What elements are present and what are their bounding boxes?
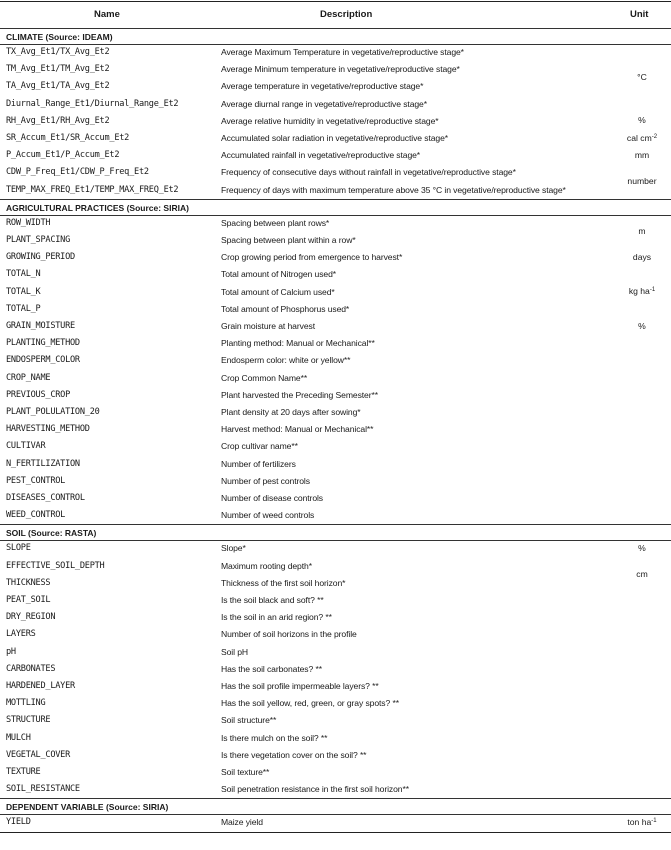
header-name: Name [94,9,120,20]
variable-description: Has the soil carbonates? ** [221,663,322,674]
table-row [0,747,671,764]
table-row [0,781,671,798]
variable-name: STRUCTURE [6,715,51,726]
variable-description: Has the soil profile impermeable layers? ** [221,681,379,691]
table-row [0,232,671,249]
table-row [0,609,671,626]
variable-name: CROP_NAME [6,372,51,383]
variable-name: DISEASES_CONTROL [6,493,85,503]
rule-line [0,798,671,799]
variable-description: Slope* [221,543,246,554]
table-row [0,558,671,575]
variable-description: Average temperature in vegetative/reproductive stage* [221,81,424,92]
variable-description: Soil structure** [221,715,277,726]
table-row [0,540,671,557]
variable-name: VEGETAL_COVER [6,749,71,760]
variable-description: Total amount of Calcium used* [221,286,335,297]
variable-name: PEST_CONTROL [6,475,66,486]
variable-name: PREVIOUS_CROP [6,389,71,400]
variable-description: Average Minimum temperature in vegetative/reproductive stage* [221,64,460,75]
variable-description: Accumulated rainfall in vegetative/reproductive stage* [221,150,421,161]
variable-name: pH [6,646,16,657]
variable-description: Total amount of Phosphorus used* [221,303,350,314]
variable-description: Number of soil horizons in the profile [221,629,357,640]
variable-name: THICKNESS [6,577,51,588]
variable-name: DRY_REGION [6,612,56,623]
table-row [0,626,671,643]
variable-description: Number of weed controls [221,510,315,521]
unit-label: ton $ha^{-1}$ [627,817,657,827]
header-unit: Unit [630,9,649,20]
variable-description: Is there vegetation cover on the soil? ** [221,749,367,760]
variable-description: Average relative humidity in vegetative/reproductive stage* [221,115,439,126]
variable-name: SLOPE [6,543,31,554]
variable-name: MOTTLING [6,698,46,709]
table-row [0,712,671,729]
table-row [0,575,671,592]
variable-description: Number of disease controls [221,493,324,503]
variable-description: Crop growing period from emergence to harvest* [221,252,403,263]
variable-description: Spacing between plant rows* [221,217,330,228]
variable-name: GRAIN_MOISTURE [6,321,75,331]
variable-name: YIELD [6,817,31,828]
table-header [0,0,671,28]
unit-label: number [627,175,657,186]
variable-description: Plant harvested the Preceding Semester** [221,389,378,400]
variable-description: Planting method: Manual or Mechanical** [221,338,375,349]
variable-name: TOTAL_N [6,269,41,280]
table-row [0,96,671,113]
unit-label: m [638,226,646,236]
variable-name: PEAT_SOIL [6,595,51,605]
table-row [0,473,671,490]
variable-name: Diurnal_Range_Et1/Diurnal_Range_Et2 [6,98,179,109]
section-title: CLIMATE (Source: IDEAM) [6,32,113,42]
variable-description: Maize yield [221,817,263,828]
variable-name: GROWING_PERIOD [6,252,75,263]
rule-line [0,1,671,2]
table-row [0,730,671,747]
variable-description: Soil texture** [221,767,270,777]
table-row [0,814,671,831]
table-row [0,44,671,61]
table-row [0,421,671,438]
variable-name: ENDOSPERM_COLOR [6,355,80,366]
variable-description: Grain moisture at harvest [221,321,315,331]
variable-description: Soil pH [221,646,249,657]
variable-name: HARDENED_LAYER [6,681,75,691]
variable-description: Number of pest controls [221,475,310,486]
variable-description: Is there mulch on the soil? ** [221,732,328,743]
variable-description: Average Maximum Temperature in vegetative/reproductive stage* [221,47,464,57]
table-row [0,61,671,78]
variable-name: HARVESTING_METHOD [6,424,90,435]
variable-name: SR_Accum_Et1/SR_Accum_Et2 [6,133,130,143]
variable-description: Number of fertilizers [221,458,296,469]
variable-description: Maximum rooting depth* [221,560,312,571]
variable-description: Spacing between plant within a row* [221,235,356,245]
table-row [0,284,671,301]
table-row [0,592,671,609]
unit-label: °C [637,72,647,83]
variable-description: Average diurnal range in vegetative/reproductive stage* [221,98,427,109]
table-row [0,301,671,318]
variable-name: PLANT_SPACING [6,235,71,245]
table-row [0,147,671,164]
variable-description: Plant density at 20 days after sowing* [221,407,361,417]
unit-label: mm [634,149,650,160]
table-row [0,113,671,130]
variable-description: Is the soil in an arid region? ** [221,612,332,623]
variable-name: WEED_CONTROL [6,510,66,521]
table-row [0,130,671,147]
variable-name: RH_Avg_Et1/RH_Avg_Et2 [6,115,110,126]
variable-name: CULTIVAR [6,441,46,452]
variable-name: TX_Avg_Et1/TX_Avg_Et2 [6,47,110,57]
unit-label: cm [636,568,648,579]
variable-name: MULCH [6,732,31,743]
table-row [0,456,671,473]
variable-name: PLANT_POLULATION_20 [6,407,100,417]
table-row [0,678,671,695]
variable-name: CDW_P_Freq_Et1/CDW_P_Freq_Et2 [6,167,149,178]
variable-description: Is the soil black and soft? ** [221,595,324,605]
table-row [0,370,671,387]
table-row [0,318,671,335]
section-title: SOIL (Source: RASTA) [6,528,97,539]
variable-description: Frequency of days with maximum temperature above 35 °C in vegetative/reproductive stage* [221,184,566,195]
table-row [0,507,671,524]
variable-name: P_Accum_Et1/P_Accum_Et2 [6,150,120,161]
variable-description: Thickness of the first soil horizon* [221,577,346,588]
variable-description: Soil penetration resistance in the first soil horizon** [221,784,409,795]
table-row [0,404,671,421]
variable-description: Accumulated solar radiation in vegetative/reproductive stage* [221,133,449,143]
variable-description: Frequency of consecutive days without rainfall in vegetative/reproductive stage* [221,167,516,178]
variable-name: SOIL_RESISTANCE [6,784,80,795]
variable-description: Harvest method: Manual or Mechanical** [221,424,374,435]
unit-label: kg $ha^{-1}$ [628,286,656,297]
unit-label: % [638,320,646,331]
variable-description: Endosperm color: white or yellow** [221,355,351,366]
table-row [0,387,671,404]
unit-label: % [638,543,646,553]
unit-label: days [632,251,652,262]
variable-name: N_FERTILIZATION [6,458,80,469]
rule-line [0,28,671,29]
variable-name: EFFECTIVE_SOIL_DEPTH [6,560,105,571]
table-row [0,352,671,369]
variable-name: TA_Avg_Et1/TA_Avg_Et2 [6,81,110,92]
section-title: AGRICULTURAL PRACTICES (Source: SIRIA) [6,202,189,213]
table-row [0,249,671,266]
table-row [0,182,671,199]
table-row [0,266,671,283]
variable-description: Total amount of Nitrogen used* [221,269,336,280]
header-description: Description [320,9,373,20]
variable-name: TEXTURE [6,767,41,777]
variable-description: Crop cultivar name** [221,441,298,452]
table-row [0,764,671,781]
variable-name: TM_Avg_Et1/TM_Avg_Et2 [6,64,110,75]
table-row [0,215,671,232]
unit-label: % [638,115,646,126]
table-row [0,164,671,181]
variable-description: Crop Common Name** [221,372,308,383]
table-row [0,661,671,678]
variable-name: TOTAL_P [6,303,41,314]
variable-description: Has the soil yellow, red, green, or gray spots? ** [221,698,399,709]
variable-name: ROW_WIDTH [6,217,51,228]
variable-name: TOTAL_K [6,286,41,297]
table-row [0,695,671,712]
rule-line [0,524,671,525]
section-title: DEPENDENT VARIABLE (Source: SIRIA) [6,802,169,813]
rule-line [0,832,671,833]
table-row [0,335,671,352]
variable-name: PLANTING_METHOD [6,338,80,349]
variable-name: CARBONATES [6,663,56,674]
rule-line [0,199,671,200]
unit-label: cal $cm^{-2}$ [626,132,658,143]
table-row [0,438,671,455]
table-row [0,490,671,507]
variable-name: LAYERS [6,629,36,640]
table-row [0,644,671,661]
variable-name: TEMP_MAX_FREQ_Et1/TEMP_MAX_FREQ_Et2 [6,184,179,195]
table-row [0,78,671,95]
